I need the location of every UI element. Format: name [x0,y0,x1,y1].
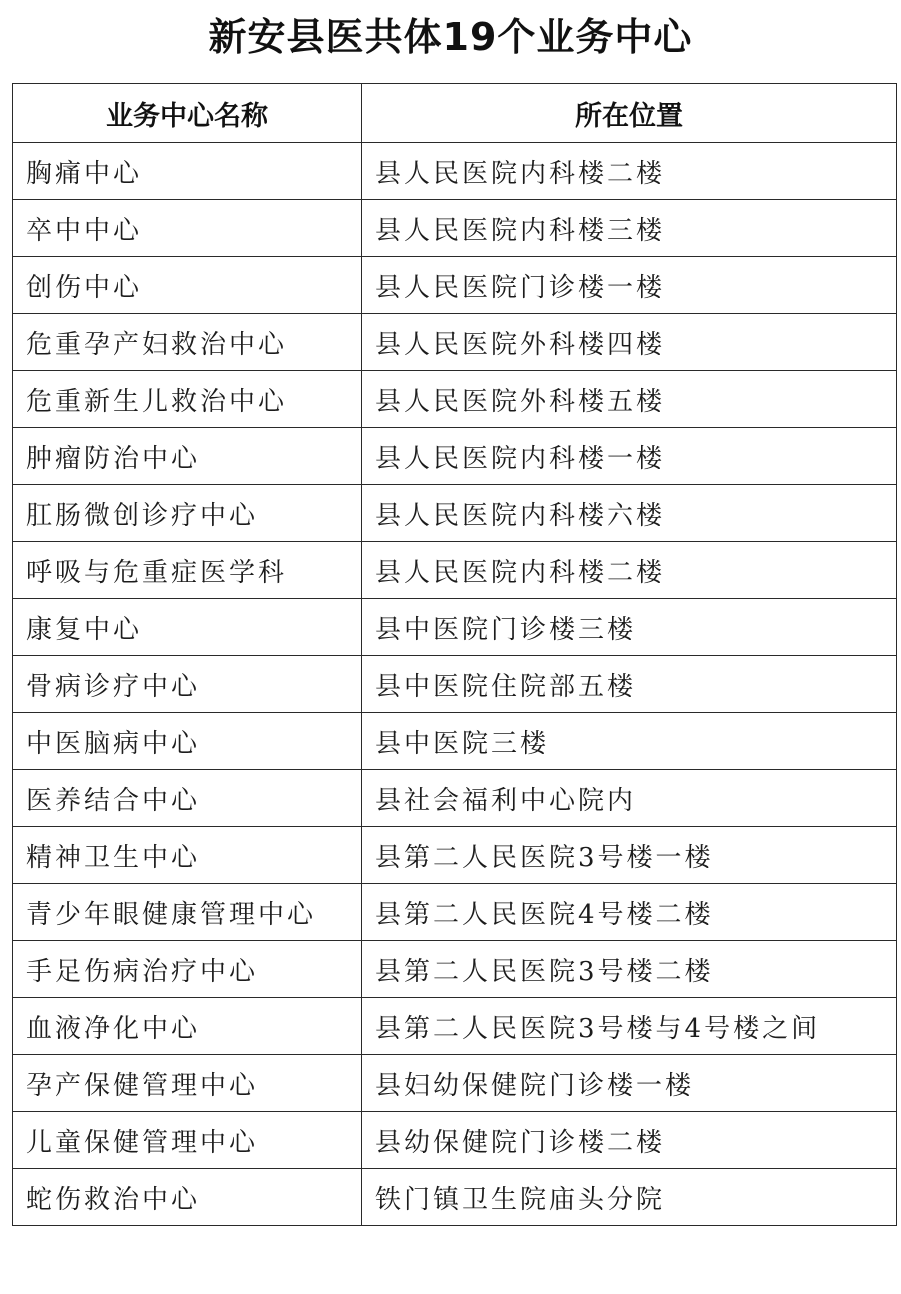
location-cell: 县中医院门诊楼三楼 [362,599,897,656]
center-name-cell: 卒中中心 [13,200,362,257]
location-cell: 县第二人民医院3号楼与4号楼之间 [362,998,897,1055]
location-cell: 县人民医院门诊楼一楼 [362,257,897,314]
table-row [13,314,897,371]
center-name-cell: 精神卫生中心 [13,827,362,884]
center-name-cell: 儿童保健管理中心 [13,1112,362,1169]
header-location: 所在位置 [362,84,897,143]
center-name-cell: 胸痛中心 [13,143,362,200]
table-row [13,656,897,713]
center-name-cell: 创伤中心 [13,257,362,314]
center-name-cell: 肛肠微创诊疗中心 [13,485,362,542]
location-cell: 县人民医院外科楼五楼 [362,371,897,428]
location-cell: 铁门镇卫生院庙头分院 [362,1169,897,1226]
table-row [13,713,897,770]
center-name-cell: 骨病诊疗中心 [13,656,362,713]
center-name-cell: 青少年眼健康管理中心 [13,884,362,941]
location-cell: 县第二人民医院3号楼一楼 [362,827,897,884]
location-cell: 县人民医院内科楼一楼 [362,428,897,485]
table-row [13,485,897,542]
table-row [13,941,897,998]
table-row [13,257,897,314]
table-row [13,599,897,656]
table-row [13,371,897,428]
location-cell: 县人民医院内科楼三楼 [362,200,897,257]
location-cell: 县第二人民医院4号楼二楼 [362,884,897,941]
table-row [13,143,897,200]
table-row [13,1169,897,1226]
location-cell: 县人民医院内科楼二楼 [362,143,897,200]
table-row [13,200,897,257]
table-row [13,884,897,941]
table-row [13,998,897,1055]
center-name-cell: 肿瘤防治中心 [13,428,362,485]
table-row [13,1055,897,1112]
location-cell: 县幼保健院门诊楼二楼 [362,1112,897,1169]
center-name-cell: 医养结合中心 [13,770,362,827]
table-row [13,542,897,599]
page-title: 新安县医共体19个业务中心 [208,15,693,59]
location-cell: 县人民医院内科楼六楼 [362,485,897,542]
center-name-cell: 手足伤病治疗中心 [13,941,362,998]
location-cell: 县中医院住院部五楼 [362,656,897,713]
location-cell: 县妇幼保健院门诊楼一楼 [362,1055,897,1112]
table-row [13,770,897,827]
table-row [13,827,897,884]
center-name-cell: 血液净化中心 [13,998,362,1055]
center-name-cell: 中医脑病中心 [13,713,362,770]
location-cell: 县社会福利中心院内 [362,770,897,827]
business-center-table [12,83,897,1226]
center-name-cell: 蛇伤救治中心 [13,1169,362,1226]
location-cell: 县中医院三楼 [362,713,897,770]
location-cell: 县人民医院内科楼二楼 [362,542,897,599]
table-row [13,1112,897,1169]
center-name-cell: 危重孕产妇救治中心 [13,314,362,371]
center-name-cell: 康复中心 [13,599,362,656]
table-row [13,428,897,485]
center-name-cell: 呼吸与危重症医学科 [13,542,362,599]
center-name-cell: 危重新生儿救治中心 [13,371,362,428]
location-cell: 县人民医院外科楼四楼 [362,314,897,371]
table-header-row [13,84,897,143]
location-cell: 县第二人民医院3号楼二楼 [362,941,897,998]
center-name-cell: 孕产保健管理中心 [13,1055,362,1112]
header-center-name: 业务中心名称 [13,84,362,143]
